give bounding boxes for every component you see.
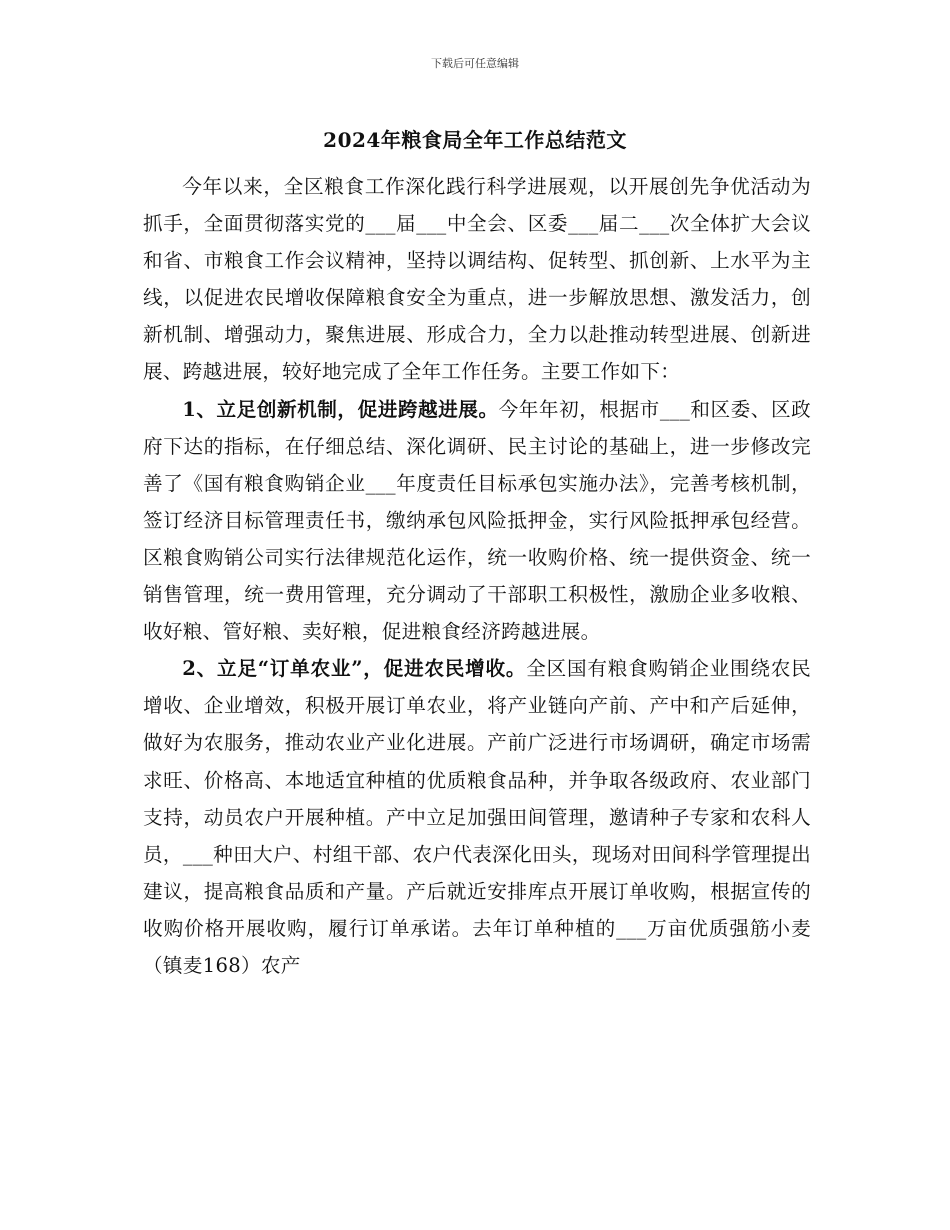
paragraph-innovation-text: 今年年初，根据市___和区委、区政府下达的指标，在仔细总结、深化调研、民主讨论的基础上，进一步修改完善了《国有粮食购销企业___年度责任目标承包实施办法》，完善考核机制，签订经济目标管理责任书，缴纳承包风险抵押金，实行风险抵押承包经营。区粮食购销公司实行法律规范化运作，统一收购价格、统一提供资金、统一销售管理，统一费用管理，充分调动了干部职工积极性，激励企业多收粮、收好粮、管好粮、卖好粮，促进粮食经济跨越进展。: [143, 397, 812, 644]
paragraph-innovation-heading: 1、立足创新机制，促进跨越进展。: [182, 397, 499, 421]
document-title: 2024年粮食局全年工作总结范文: [323, 128, 627, 152]
paragraph-innovation: [143, 391, 811, 651]
paragraph-intro-text: 今年以来，全区粮食工作深化践行科学进展观，以开展创先争优活动为抓手，全面贯彻落实党的___届___中全会、区委___届二___次全体扩大会议和省、市粮食工作会议精神，坚持以调结构、促转型、抓创新、上水平为主线，以促进农民增收保障粮食安全为重点，进一步解放思想、激发活力，创新机制、增强动力，聚焦进展、形成合力，全力以赴推动转型进展、创新进展、跨越进展，较好地完成了全年工作任务。主要工作如下：: [143, 175, 811, 384]
paragraph-intro: [143, 168, 811, 391]
paragraph-order-agriculture: [143, 650, 811, 984]
document-body: [143, 168, 811, 984]
page-header-note: 下载后可任意编辑: [431, 57, 519, 70]
paragraph-order-agriculture-heading: 2、立足“订单农业”，促进农民增收。: [182, 657, 527, 681]
paragraph-order-agriculture-text: 全区国有粮食购销企业围绕农民增收、企业增效，积极开展订单农业，将产业链向产前、产中和产后延伸，做好为农服务，推动农业产业化进展。产前广泛进行市场调研，确定市场需求旺、价格高、本地适宜种植的优质粮食品种，并争取各级政府、农业部门支持，动员农户开展种植。产中立足加强田间管理，邀请种子专家和农科人员，___种田大户、村组干部、农户代表深化田头，现场对田间科学管理提出建议，提高粮食品质和产量。产后就近安排库点开展订单收购，根据宣传的收购价格开展收购，履行订单承诺。去年订单种植的___万亩优质强筋小麦（镇麦168）农产: [143, 657, 812, 977]
